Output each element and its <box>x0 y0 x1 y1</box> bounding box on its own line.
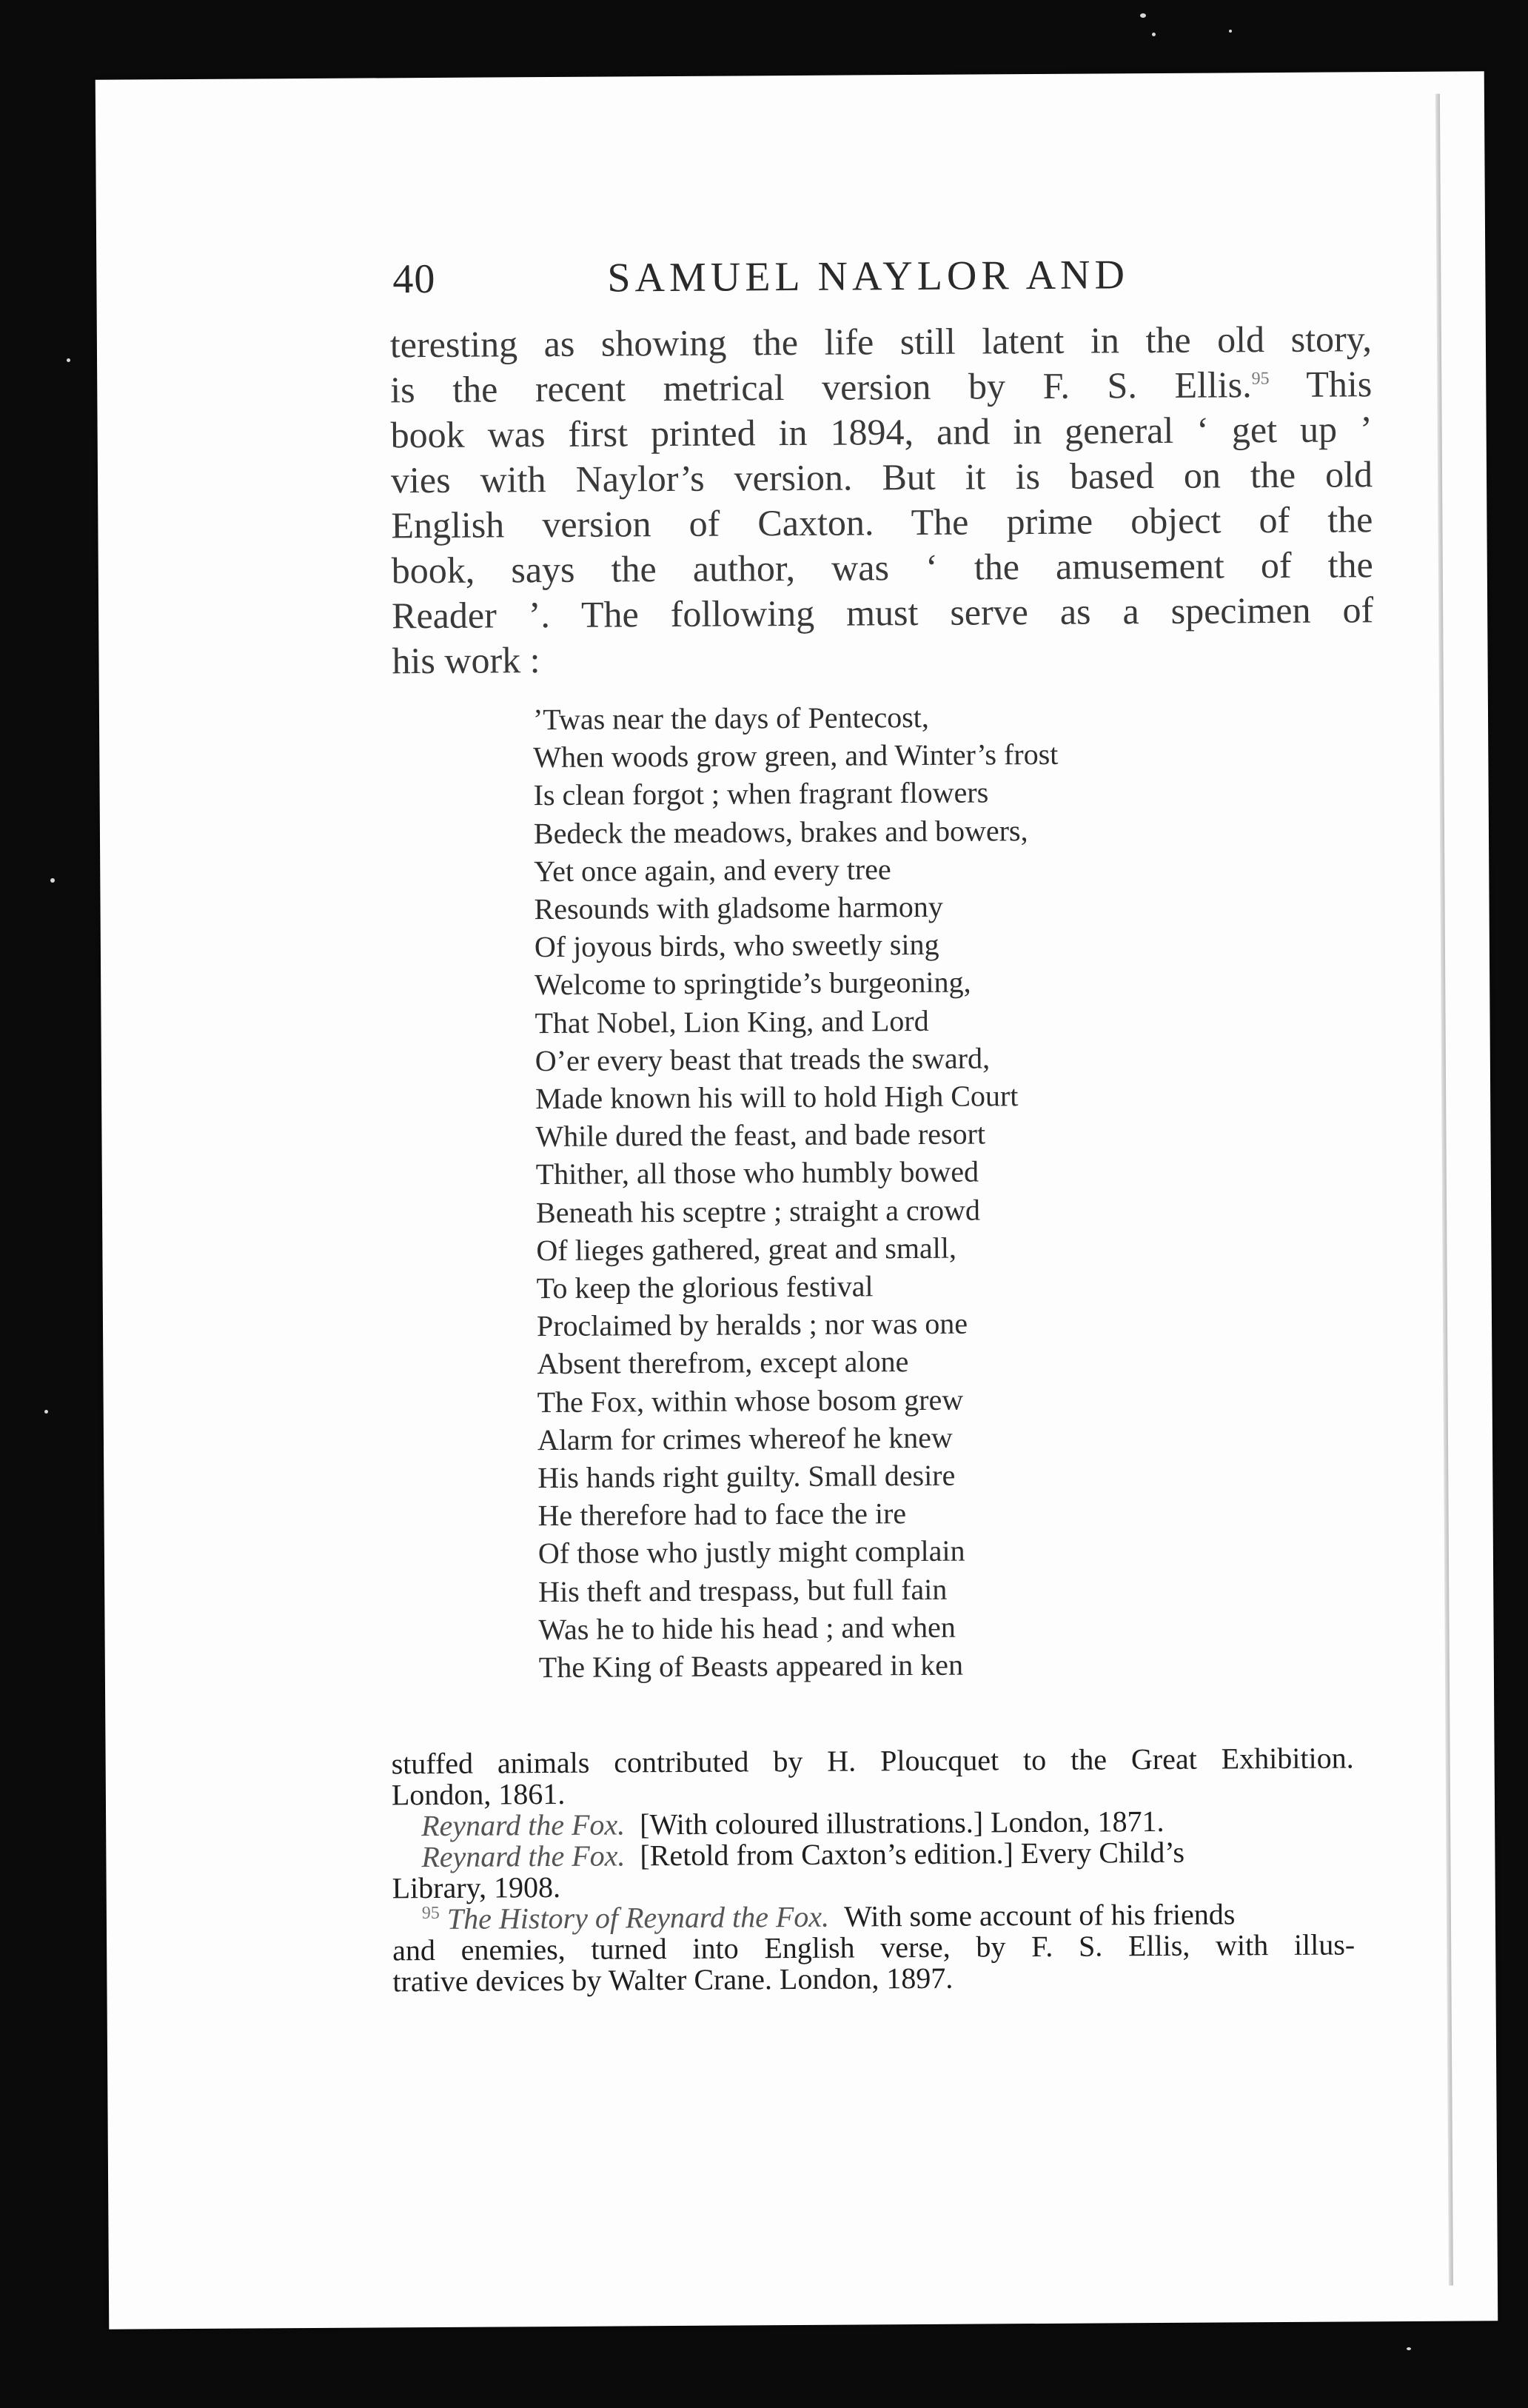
poem-verse: Of joyous birds, who sweetly sing <box>534 928 939 964</box>
scan-speck <box>1152 33 1156 36</box>
poem-verse: Resounds with gladsome harmony <box>534 889 943 926</box>
poem-verse: Yet once again, and every tree <box>534 852 891 888</box>
poem-verse: The Fox, within whose bosom grew <box>537 1382 964 1419</box>
footnotes <box>392 1742 1356 1997</box>
body-line: book was first printed in 1894, and in general ‘ get up ’ <box>390 408 1373 456</box>
poem-verse: O’er every beast that treads the sward, <box>535 1041 991 1077</box>
poem-verse: Bedeck the meadows, brakes and bowers, <box>533 813 1028 850</box>
poem-verse: That Nobel, Lion King, and Lord <box>535 1003 929 1040</box>
scan-speck <box>44 1410 48 1414</box>
poem-verse: Thither, all those who humbly bowed <box>535 1154 979 1191</box>
poem-quotation <box>533 697 1205 1687</box>
footnote-text: [Retold from Caxton’s edition.] Every Child’s <box>640 1835 1185 1873</box>
body-line-text: This <box>1306 363 1373 405</box>
body-line: English version of Caxton. The prime object of the <box>391 498 1373 546</box>
footnote-text: [With coloured illustrations.] London, 1871. <box>640 1804 1165 1842</box>
footnote-title: Reynard the Fox. <box>421 1807 626 1843</box>
poem-verse: Welcome to springtide’s burgeoning, <box>535 965 971 1002</box>
poem-verse: The King of Beasts appeared in ken <box>538 1648 964 1685</box>
page-header <box>392 250 1281 315</box>
running-head: SAMUEL NAYLOR AND <box>607 252 1130 301</box>
poem-verse: He therefore had to face the ire <box>537 1496 907 1533</box>
page-fold-edge <box>1435 94 1453 2286</box>
poem-verse: Was he to hide his head ; and when <box>538 1610 956 1647</box>
body-line: teresting as showing the life still latent in the old story, <box>389 318 1373 366</box>
footnote-marker: 95 <box>421 1903 440 1923</box>
body-line-text: is the recent metrical version by F. S. Ellis. <box>390 364 1252 411</box>
poem-verse: While dured the feast, and bade resort <box>535 1117 986 1154</box>
footnote-text: With some account of his friends <box>843 1897 1236 1933</box>
scan-speck <box>50 878 55 883</box>
poem-verse: Proclaimed by heralds ; nor was one <box>536 1306 968 1343</box>
body-line: vies with Naylor’s version. But it is based on the old <box>390 453 1373 501</box>
poem-verse: When woods grow green, and Winter’s frost <box>533 738 1059 775</box>
footnote-title: The History of Reynard the Fox. <box>446 1899 830 1936</box>
footnote-ref: 95 <box>1251 369 1270 389</box>
poem-verse: Absent therefrom, except alone <box>537 1345 909 1381</box>
page-number: 40 <box>392 255 436 303</box>
footnote-line: and enemies, turned into English verse, by F. S. Ellis, with illus- <box>392 1927 1356 1967</box>
scan-speck <box>67 358 70 362</box>
poem-verse: ’Twas near the days of Pentecost, <box>532 700 929 737</box>
scan-speck <box>1140 13 1146 18</box>
footnote-line: London, 1861. <box>391 1776 566 1812</box>
poem-verse: His theft and trespass, but full fain <box>538 1572 948 1608</box>
poem-verse: Of those who justly might complain <box>537 1534 965 1571</box>
body-paragraph <box>390 316 1374 683</box>
poem-verse: Beneath his sceptre ; straight a crowd <box>535 1193 981 1229</box>
footnote-line: stuffed animals contributed by H. Ploucquet to the Great Exhibition. <box>391 1741 1354 1781</box>
body-line: book, says the author, was ‘ the amusement of the <box>391 544 1373 592</box>
poem-verse: To keep the glorious festival <box>536 1269 874 1305</box>
poem-verse: Alarm for crimes whereof he knew <box>537 1420 953 1457</box>
poem-verse: Made known his will to hold High Court <box>535 1079 1019 1116</box>
scanned-page <box>96 71 1498 2329</box>
poem-verse: His hands right guilty. Small desire <box>537 1458 956 1495</box>
footnote-title: Reynard the Fox. <box>421 1839 626 1874</box>
body-line: Reader ’. The following must serve as a specimen of <box>391 589 1374 637</box>
footnote-line: trative devices by Walter Crane. London, 1897. <box>392 1961 954 1999</box>
poem-verse: Of lieges gathered, great and small, <box>536 1231 957 1267</box>
body-line <box>390 361 1372 412</box>
scan-speck <box>1407 2347 1411 2350</box>
body-line: his work : <box>392 639 540 682</box>
scan-speck <box>1229 30 1232 33</box>
footnote-line: Library, 1908. <box>392 1870 561 1905</box>
poem-verse: Is clean forgot ; when fragrant flowers <box>533 775 989 812</box>
